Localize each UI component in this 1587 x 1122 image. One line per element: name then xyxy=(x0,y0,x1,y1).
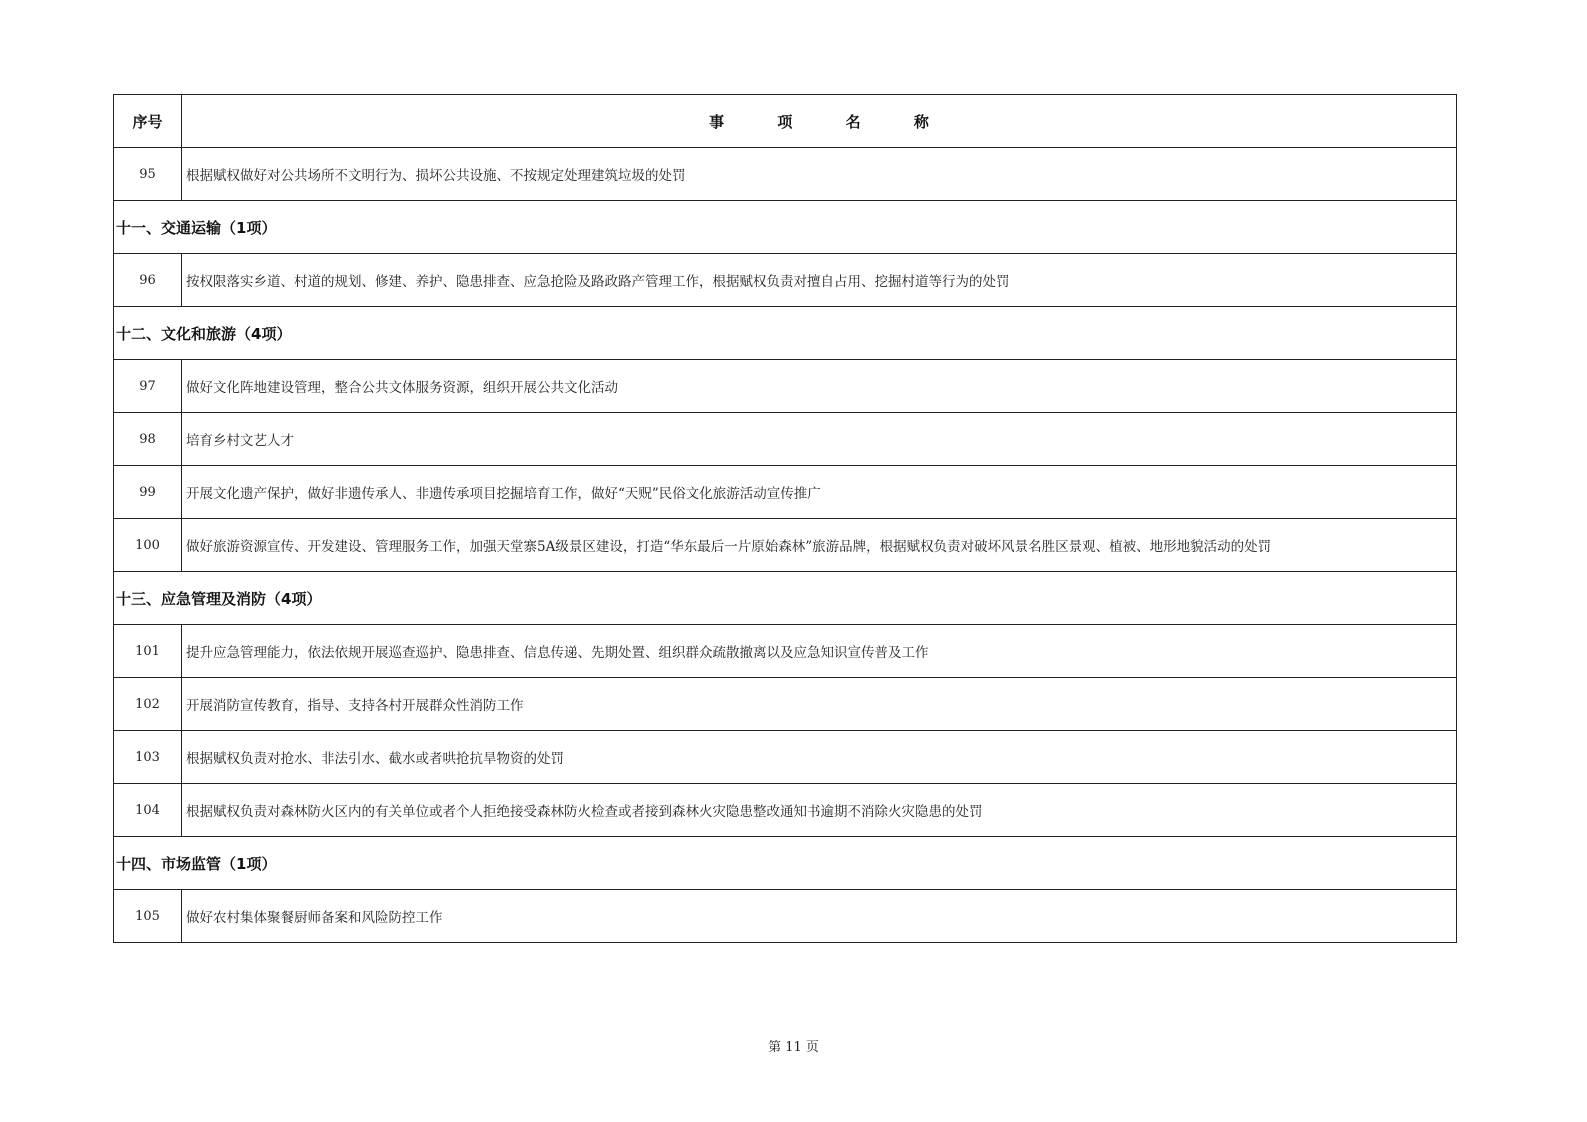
section-title: 十一、交通运输（1项） xyxy=(114,201,1457,254)
header-item-name xyxy=(182,95,1457,148)
row-seq: 102 xyxy=(114,678,182,731)
header-char: 事 xyxy=(709,112,725,131)
row-seq: 96 xyxy=(114,254,182,307)
row-item-text: 做好旅游资源宣传、开发建设、管理服务工作，加强天堂寨5A级景区建设，打造“华东最后一片原始森林”旅游品牌，根据赋权负责对破坏风景名胜区景观、植被、地形地貌活动的处罚 xyxy=(182,519,1457,572)
table-row xyxy=(114,519,1457,572)
row-seq: 101 xyxy=(114,625,182,678)
table-row xyxy=(114,890,1457,943)
table-row xyxy=(114,625,1457,678)
table-row xyxy=(114,360,1457,413)
row-seq: 103 xyxy=(114,731,182,784)
items-table xyxy=(113,94,1457,943)
row-seq: 105 xyxy=(114,890,182,943)
header-char: 项 xyxy=(777,112,793,131)
row-item-text: 根据赋权负责对抢水、非法引水、截水或者哄抢抗旱物资的处罚 xyxy=(182,731,1457,784)
table-row xyxy=(114,466,1457,519)
page-number: 第 11 页 xyxy=(768,1040,819,1055)
section-row xyxy=(114,201,1457,254)
table-row xyxy=(114,731,1457,784)
row-item-text: 按权限落实乡道、村道的规划、修建、养护、隐患排查、应急抢险及路政路产管理工作，根据赋权负责对擅自占用、挖掘村道等行为的处罚 xyxy=(182,254,1457,307)
row-item-text: 开展消防宣传教育，指导、支持各村开展群众性消防工作 xyxy=(182,678,1457,731)
row-item-text: 提升应急管理能力，依法依规开展巡查巡护、隐患排查、信息传递、先期处置、组织群众疏散撤离以及应急知识宣传普及工作 xyxy=(182,625,1457,678)
row-item-text: 做好文化阵地建设管理，整合公共文体服务资源，组织开展公共文化活动 xyxy=(182,360,1457,413)
row-item-text: 做好农村集体聚餐厨师备案和风险防控工作 xyxy=(182,890,1457,943)
header-char: 名 xyxy=(845,112,861,131)
row-seq: 95 xyxy=(114,148,182,201)
header-seq: 序号 xyxy=(114,95,182,148)
section-row xyxy=(114,837,1457,890)
table-row xyxy=(114,678,1457,731)
header-char: 称 xyxy=(913,112,929,131)
table-row xyxy=(114,254,1457,307)
section-title: 十三、应急管理及消防（4项） xyxy=(114,572,1457,625)
row-item-text: 开展文化遗产保护，做好非遗传承人、非遗传承项目挖掘培育工作，做好“天贶”民俗文化旅游活动宣传推广 xyxy=(182,466,1457,519)
section-row xyxy=(114,572,1457,625)
table-row xyxy=(114,784,1457,837)
row-seq: 99 xyxy=(114,466,182,519)
row-item-text: 根据赋权负责对森林防火区内的有关单位或者个人拒绝接受森林防火检查或者接到森林火灾隐患整改通知书逾期不消除火灾隐患的处罚 xyxy=(182,784,1457,837)
table-row xyxy=(114,413,1457,466)
section-title: 十二、文化和旅游（4项） xyxy=(114,307,1457,360)
row-item-text: 培育乡村文艺人才 xyxy=(182,413,1457,466)
row-seq: 97 xyxy=(114,360,182,413)
section-row xyxy=(114,307,1457,360)
section-title: 十四、市场监管（1项） xyxy=(114,837,1457,890)
row-seq: 98 xyxy=(114,413,182,466)
table-header-row xyxy=(114,95,1457,148)
row-seq: 100 xyxy=(114,519,182,572)
row-seq: 104 xyxy=(114,784,182,837)
row-item-text: 根据赋权做好对公共场所不文明行为、损坏公共设施、不按规定处理建筑垃圾的处罚 xyxy=(182,148,1457,201)
table-row xyxy=(114,148,1457,201)
